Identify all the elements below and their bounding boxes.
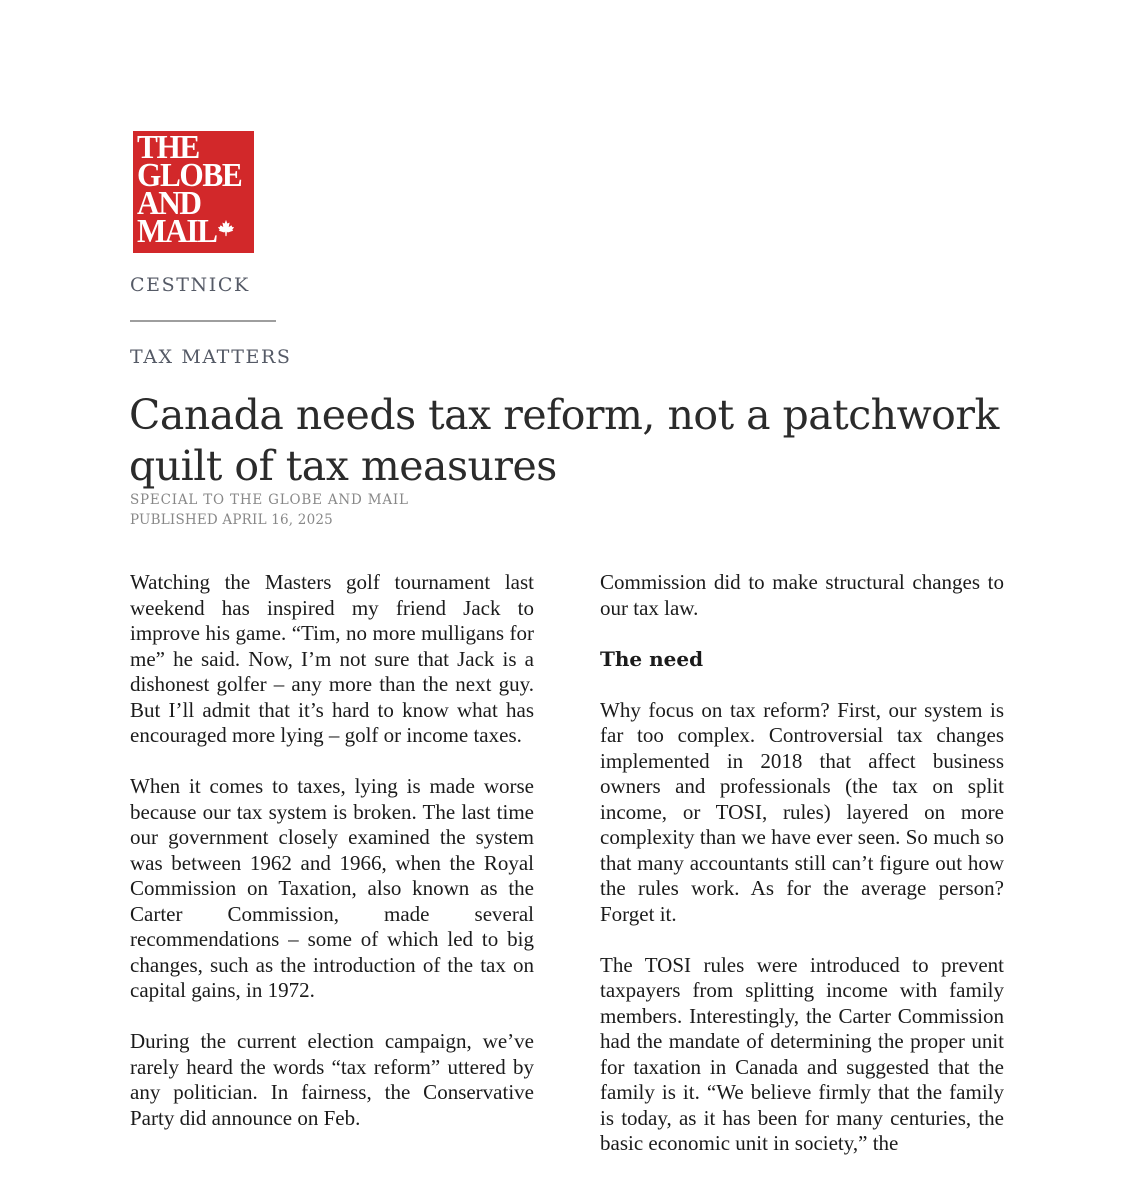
paragraph: Why focus on tax reform? First, our system is far too complex. Controversial tax changes implemented in 2018 that affect business owners and professionals (the tax on split income, or TOSI, rules) layered on more complexity than we have ever seen. So much so that many accountants still can’t figure out how the rules work. As for the average person? Forget it.	[600, 697, 1004, 926]
article-column-left	[130, 570, 534, 1157]
logo-line-3: AND	[137, 185, 201, 222]
article-column-right	[600, 570, 1004, 1182]
paragraph: When it comes to taxes, lying is made worse because our tax system is broken. The last time our government closely examined the system was between 1962 and 1966, when the Royal Commission on Taxation, also known as the Carter Commission, made several recommendations – some of which led to big changes, such as the introduction of the tax on capital gains, in 1972.	[130, 774, 534, 1002]
globe-and-mail-logo	[133, 131, 254, 253]
paragraph: Watching the Masters golf tournament last weekend has inspired my friend Jack to improve his game. “Tim, no more mulligans for me” he said. Now, I’m not sure that Jack is a dishonest golfer – any more than the next guy. But I’ll admit that it’s hard to know what has encouraged more lying – golf or income taxes.	[130, 570, 534, 747]
paragraph: The TOSI rules were introduced to prevent taxpayers from splitting income with family members. Interestingly, the Carter Commission had the mandate of determining the proper unit for taxation in Canada and suggested that the family is it. “We believe firmly that the family is today, as it has been for many centuries, the basic economic unit in society,” the	[600, 952, 1004, 1155]
logo-line-4: MAIL	[137, 213, 217, 250]
logo-line-2: GLOBE	[137, 157, 242, 194]
paragraph: Commission did to make structural changes to our tax law.	[600, 570, 1004, 620]
logo-line-1: THE	[137, 129, 199, 166]
article-headline: Canada needs tax reform, not a patchwork quilt of tax measures	[129, 391, 999, 490]
author-kicker: CESTNICK	[130, 274, 250, 296]
published-date: PUBLISHED APRIL 16, 2025	[130, 512, 333, 528]
byline: SPECIAL TO THE GLOBE AND MAIL	[130, 492, 409, 508]
section-label: TAX MATTERS	[130, 346, 292, 368]
subheading: The need	[600, 646, 704, 671]
divider	[130, 320, 276, 322]
paragraph: During the current election campaign, we’ve rarely heard the words “tax reform” uttered by any politician. In fairness, the Conservative Party did announce on Feb.	[130, 1029, 534, 1130]
maple-leaf-icon	[217, 219, 235, 241]
